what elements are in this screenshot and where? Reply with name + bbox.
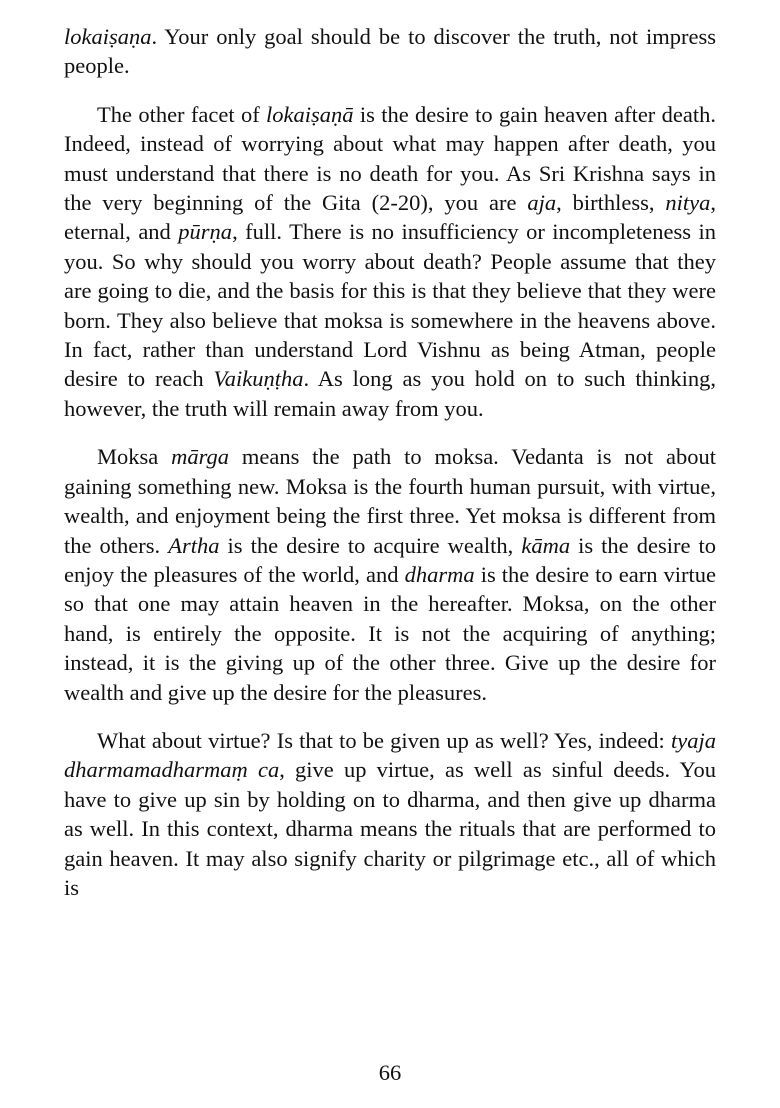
- sanskrit-term: aja: [527, 190, 557, 216]
- text-run: What about virtue? Is that to be given up as well? Yes, indeed:: [97, 727, 671, 753]
- sanskrit-term: lokaiṣaṇa: [64, 24, 152, 49]
- text-run: is the desire to gain heaven after death. Indeed, instead of worrying about what may happen after death, you must understand that there is no death for you. As Sri Krishna says in the very beginning of the Gita (2-20), you are: [64, 101, 716, 216]
- text-run: Moksa: [97, 444, 172, 470]
- text-run: . As long as you hold on to such thinking, however, the truth will remain away from you.: [64, 366, 716, 421]
- text-run: . Your only goal should be to discover the truth, not impress people.: [64, 24, 716, 79]
- sanskrit-term: kāma: [521, 532, 571, 558]
- sanskrit-term: mārga: [171, 444, 230, 470]
- book-page-body: [64, 22, 716, 902]
- paragraph-2: [64, 100, 716, 423]
- text-run: , full. There is no insufficiency or incompleteness in you. So why should you worry about death? People assume that they are going to die, and the basis for this is that they believe that they were born. They also believe that moksa is somewhere in the heavens above. In fact, rather than understand Lord Vishnu as being Atman, people desire to reach: [64, 219, 716, 392]
- text-run: is the desire to earn virtue so that one may attain heaven in the hereafter. Moksa, on the other hand, is entirely the opposite. It is not the acquiring of anything; instead, it is the giving up of the other three. Give up the desire for wealth and give up the desire for the pleasures.: [64, 561, 717, 705]
- sanskrit-term: pūrṇa: [178, 219, 233, 245]
- text-run: , eternal, and: [64, 190, 716, 245]
- sanskrit-term: nitya: [665, 190, 711, 216]
- text-run: is the desire to enjoy the pleasures of the world, and: [64, 532, 716, 587]
- text-run: The other facet of: [97, 101, 267, 127]
- paragraph-1: [64, 22, 716, 81]
- sanskrit-term: Vaikuṇṭha: [213, 366, 304, 392]
- text-run: , give up virtue, as well as sinful deeds. You have to give up sin by holding on to dharma, and then give up dharma as well. In this context, dharma means the rituals that are performed to gain heaven. It may also signify charity or pilgrimage etc., all of which is: [64, 757, 716, 900]
- paragraph-4: [64, 726, 716, 902]
- sanskrit-term: tyaja dharmamadharmaṃ ca: [64, 727, 716, 783]
- text-run: means the path to moksa. Vedanta is not about gaining something new. Moksa is the fourth human pursuit, with virtue, wealth, and enjoyment being the first three. Yet moksa is different from the others.: [64, 444, 716, 558]
- sanskrit-term: lokaiṣaṇā: [266, 101, 354, 127]
- sanskrit-term: dharma: [404, 561, 475, 587]
- paragraph-3: [64, 442, 716, 707]
- page-number: 66: [378, 1060, 402, 1085]
- sanskrit-term: Artha: [168, 532, 220, 558]
- text-run: , birthless,: [556, 190, 666, 216]
- text-run: is the desire to acquire wealth,: [219, 532, 522, 558]
